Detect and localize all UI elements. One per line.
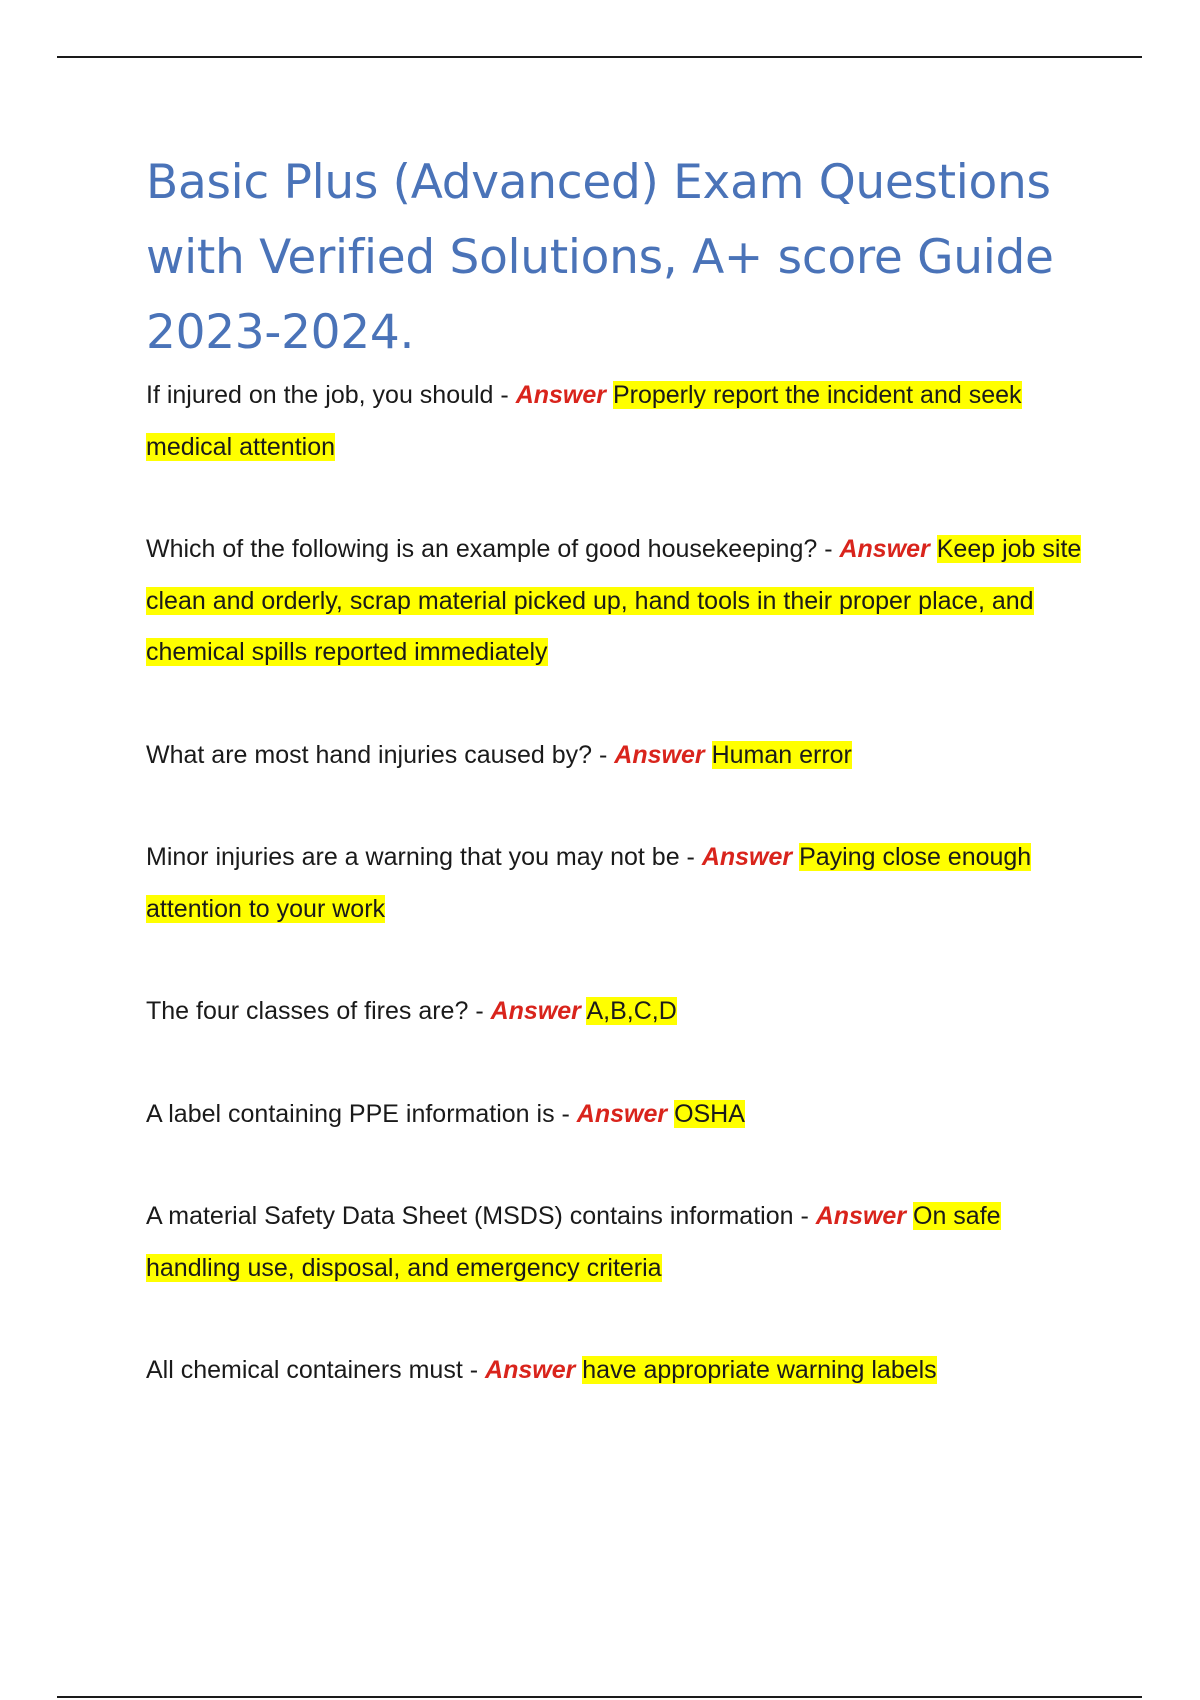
answer-label: Answer [576, 1099, 668, 1128]
qa-item [146, 1089, 1086, 1141]
answer-text: Keep job site clean and orderly, scrap material picked up, hand tools in their proper place, and chemical spills reported immediately [146, 535, 1082, 666]
answer-label: Answer [515, 381, 606, 409]
answer-label: Answer [815, 1202, 907, 1230]
qa-item [146, 730, 1086, 782]
separator: - [679, 843, 702, 871]
separator: - [592, 740, 615, 769]
question-text: The four classes of fires are? [146, 997, 469, 1025]
qa-item [146, 370, 1086, 473]
answer-text: Properly report the incident and seek medical attention [146, 381, 1022, 461]
separator: - [462, 1356, 486, 1384]
top-rule [57, 56, 1142, 58]
answer-text: A,B,C,D [586, 997, 677, 1025]
separator: - [817, 535, 840, 563]
answer-label: Answer [701, 843, 793, 871]
separator: - [793, 1202, 816, 1230]
answer-label: Answer [614, 740, 705, 769]
document-body [146, 145, 1086, 1397]
answer-text: have appropriate warning labels [582, 1356, 937, 1384]
separator: - [493, 381, 516, 409]
answer-text: OSHA [674, 1099, 745, 1128]
qa-item [146, 524, 1086, 679]
qa-item [146, 986, 1086, 1038]
question-text: If injured on the job, you should [146, 381, 494, 409]
qa-item [146, 1345, 1086, 1397]
question-text: All chemical containers must [146, 1356, 463, 1384]
question-text: What are most hand injuries caused by? [146, 740, 593, 769]
qa-item [146, 832, 1086, 935]
document-title: Basic Plus (Advanced) Exam Questions with Verified Solutions, A+ score Guide 2023-2024. [146, 155, 1054, 360]
question-text: A label containing PPE information is [146, 1099, 555, 1128]
answer-label: Answer [839, 535, 930, 563]
bottom-rule [57, 1696, 1142, 1698]
answer-text: Human error [711, 740, 852, 769]
answer-text: On safe handling use, disposal, and emergency criteria [146, 1202, 1001, 1282]
answer-text: Paying close enough attention to your work [146, 843, 1032, 923]
answer-label: Answer [490, 997, 581, 1025]
question-text: Which of the following is an example of good housekeeping? [146, 535, 818, 563]
separator: - [554, 1099, 577, 1128]
answer-label: Answer [485, 1356, 576, 1384]
separator: - [468, 997, 491, 1025]
qa-item [146, 1191, 1086, 1294]
question-text: Minor injuries are a warning that you may not be [146, 843, 680, 871]
question-text: A material Safety Data Sheet (MSDS) contains information [146, 1202, 794, 1230]
